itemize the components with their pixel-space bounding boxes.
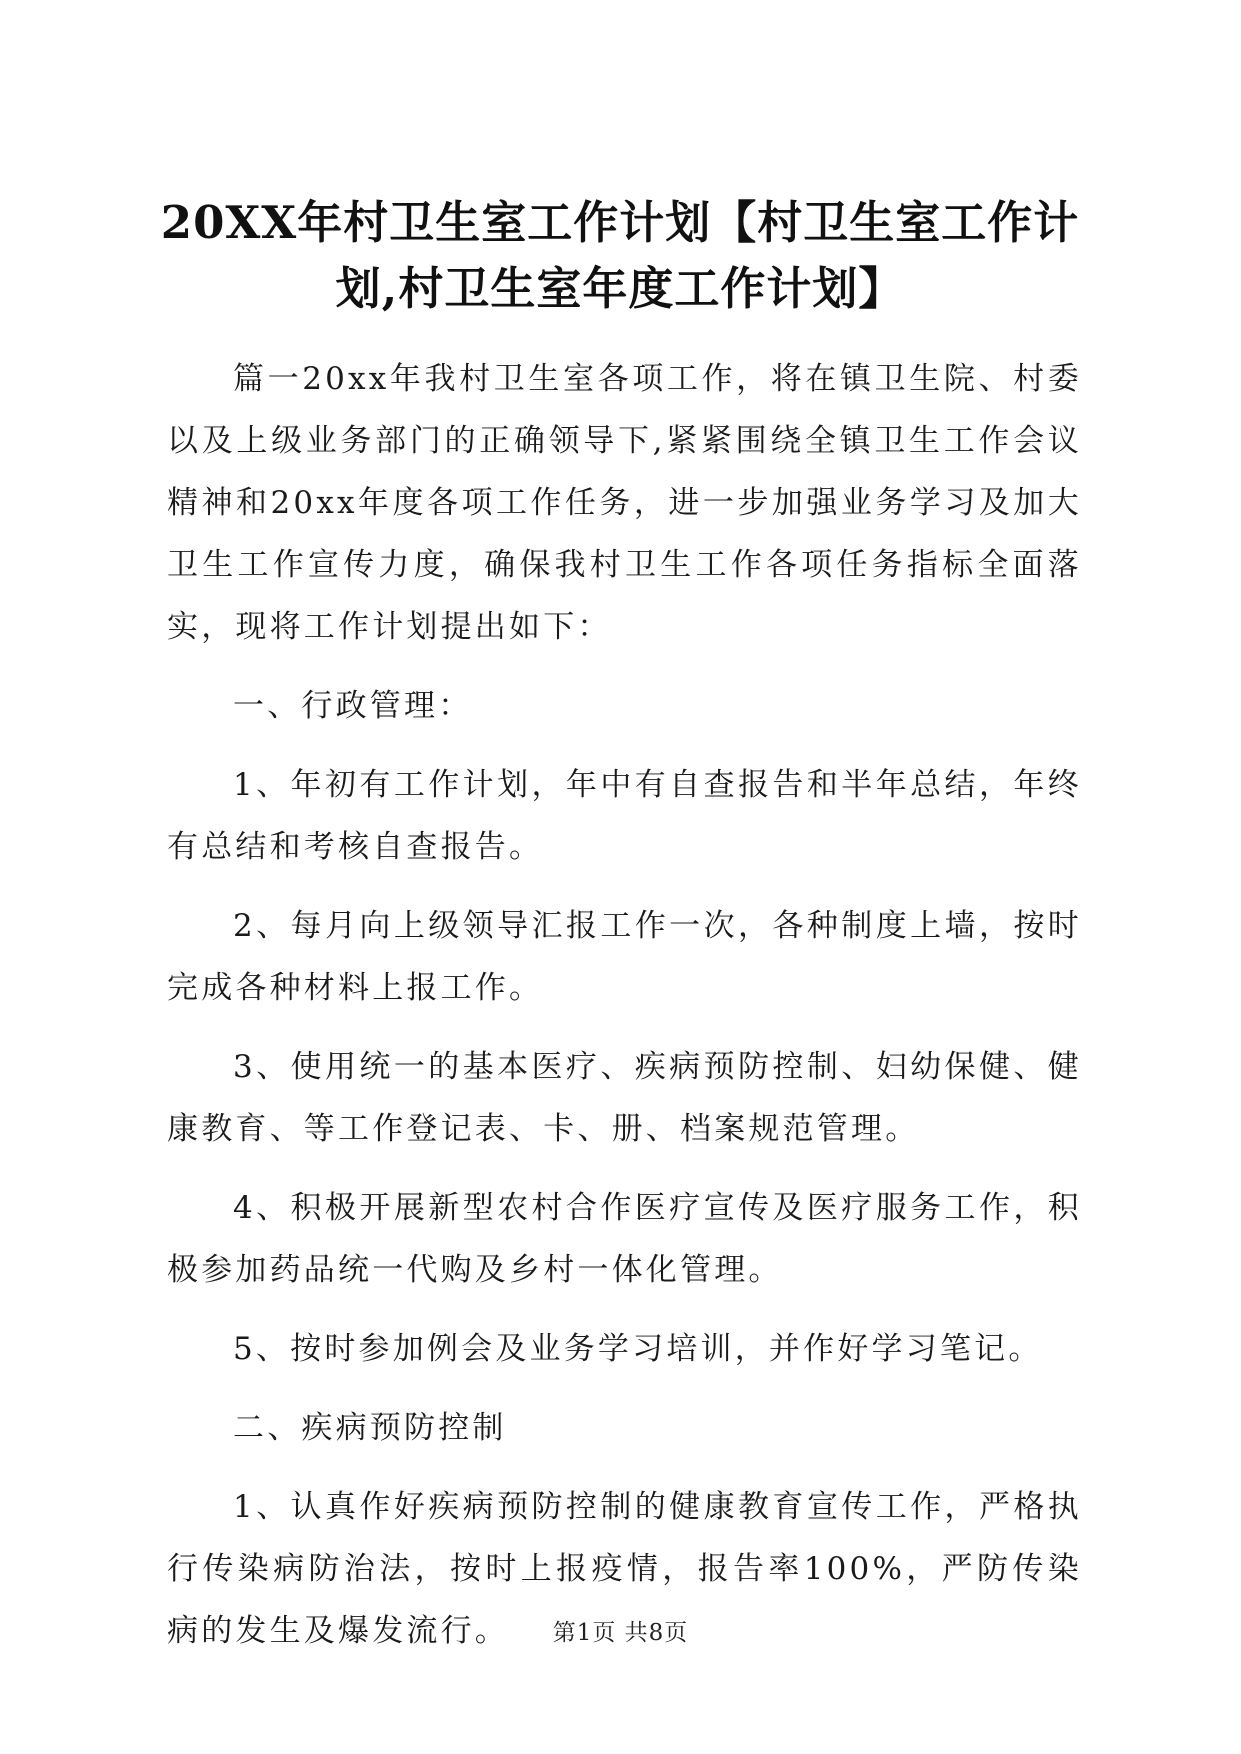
document-title: 20XX年村卫生室工作计划【村卫生室工作计划,村卫生室年度工作计划】 [160,196,1080,315]
section-heading-administration: 一、行政管理： [233,688,473,724]
intro-paragraph: 篇一20xx年我村卫生室各项工作，将在镇卫生院、村委以及上级业务部门的正确领导下,紧紧围绕全镇卫生工作会议精神和20xx年度各项工作任务，进一步加强业务学习及加大卫生工作宣传力度，确保我村卫生工作各项任务指标全面落实，现将工作计划提出如下： [167,361,1082,645]
list-item: 2、每月向上级领导汇报工作一次，各种制度上墙，按时完成各种材料上报工作。 [167,908,1082,1006]
page-number-footer: 第1页 共8页 [552,1620,689,1646]
list-item: 1、年初有工作计划，年中有自查报告和半年总结，年终有总结和考核自查报告。 [167,767,1082,865]
document-body [167,348,1082,1679]
list-item: 1、认真作好疾病预防控制的健康教育宣传工作，严格执行传染病防治法，按时上报疫情，报告率100%，严防传染病的发生及爆发流行。 [167,1489,1082,1649]
list-item: 4、积极开展新型农村合作医疗宣传及医疗服务工作，积极参加药品统一代购及乡村一体化管理。 [167,1190,1082,1288]
list-item: 3、使用统一的基本医疗、疾病预防控制、妇幼保健、健康教育、等工作登记表、卡、册、档案规范管理。 [167,1049,1082,1147]
section-heading-disease-control: 二、疾病预防控制 [233,1410,507,1446]
list-item: 5、按时参加例会及业务学习培训，并作好学习笔记。 [233,1331,1043,1367]
